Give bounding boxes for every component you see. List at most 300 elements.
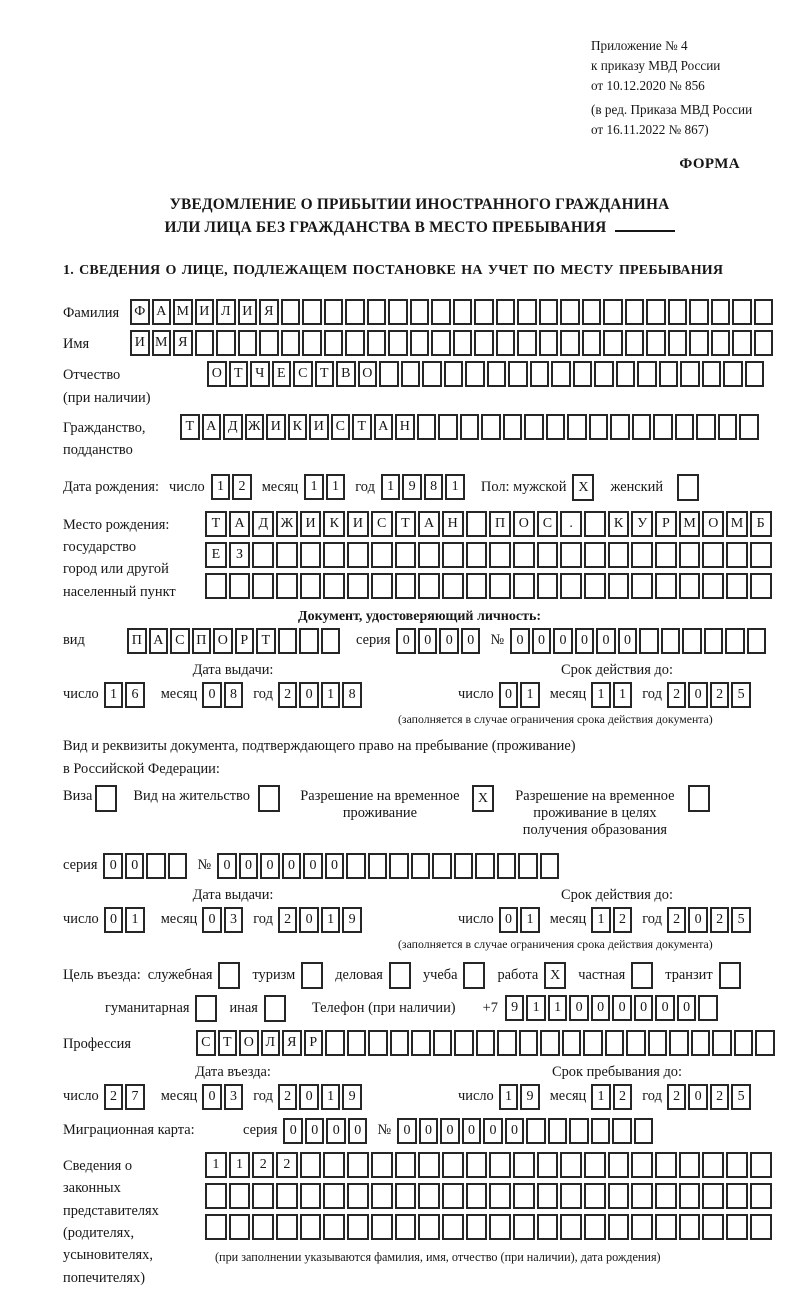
char-cell[interactable]: Ч <box>250 361 270 387</box>
char-cell[interactable]: 0 <box>418 628 438 654</box>
char-cell[interactable]: Ж <box>245 414 265 440</box>
char-cell[interactable]: 1 <box>591 682 611 708</box>
char-cell[interactable]: Т <box>315 361 335 387</box>
char-cell[interactable]: 3 <box>224 1084 244 1110</box>
char-cell[interactable] <box>442 1183 464 1209</box>
char-cell[interactable] <box>582 330 602 356</box>
char-cell[interactable] <box>346 853 366 879</box>
char-cell[interactable] <box>608 542 630 568</box>
char-cell[interactable]: 0 <box>591 995 611 1021</box>
char-cell[interactable] <box>675 414 695 440</box>
char-cell[interactable] <box>487 361 507 387</box>
char-cell[interactable]: М <box>173 299 193 325</box>
char-cell[interactable] <box>168 853 188 879</box>
char-cell[interactable]: 9 <box>342 907 362 933</box>
char-cell[interactable]: 0 <box>461 628 481 654</box>
char-cell[interactable] <box>466 1152 488 1178</box>
char-cell[interactable] <box>442 542 464 568</box>
char-cell[interactable]: Т <box>180 414 200 440</box>
char-cell[interactable] <box>603 299 623 325</box>
char-cell[interactable] <box>205 573 227 599</box>
char-cell[interactable]: 1 <box>321 1084 341 1110</box>
char-cell[interactable] <box>323 1183 345 1209</box>
char-cell[interactable] <box>195 330 215 356</box>
char-cell[interactable] <box>691 1030 711 1056</box>
char-cell[interactable]: З <box>229 542 251 568</box>
char-cell[interactable] <box>323 542 345 568</box>
char-cell[interactable] <box>345 299 365 325</box>
char-cell[interactable] <box>726 1214 748 1240</box>
char-cell[interactable] <box>608 1214 630 1240</box>
char-cell[interactable] <box>689 330 709 356</box>
char-cell[interactable] <box>205 1183 227 1209</box>
char-cell[interactable]: 2 <box>710 907 730 933</box>
char-cell[interactable]: 2 <box>613 1084 633 1110</box>
char-cell[interactable] <box>519 1030 539 1056</box>
char-cell[interactable]: 0 <box>688 682 708 708</box>
char-cell[interactable]: Р <box>235 628 255 654</box>
char-cell[interactable]: 0 <box>299 907 319 933</box>
checkbox-cell[interactable] <box>389 962 411 989</box>
char-cell[interactable]: С <box>371 511 393 537</box>
char-cell[interactable]: 9 <box>402 474 422 500</box>
char-cell[interactable] <box>518 853 538 879</box>
char-cell[interactable] <box>395 542 417 568</box>
char-cell[interactable]: У <box>631 511 653 537</box>
char-cell[interactable]: 1 <box>321 682 341 708</box>
char-cell[interactable]: Р <box>304 1030 324 1056</box>
char-cell[interactable]: Е <box>205 542 227 568</box>
char-cell[interactable]: 0 <box>202 682 222 708</box>
char-cell[interactable]: О <box>239 1030 259 1056</box>
char-cell[interactable]: 1 <box>520 907 540 933</box>
char-cell[interactable] <box>626 1030 646 1056</box>
char-cell[interactable]: 1 <box>548 995 568 1021</box>
char-cell[interactable]: А <box>202 414 222 440</box>
char-cell[interactable] <box>454 853 474 879</box>
char-cell[interactable]: Т <box>229 361 249 387</box>
char-cell[interactable]: . <box>560 511 582 537</box>
char-cell[interactable]: Б <box>750 511 772 537</box>
char-cell[interactable]: О <box>358 361 378 387</box>
char-cell[interactable] <box>474 299 494 325</box>
char-cell[interactable]: Я <box>259 299 279 325</box>
checkbox-cell[interactable] <box>264 995 286 1022</box>
char-cell[interactable] <box>560 1214 582 1240</box>
char-cell[interactable] <box>418 1183 440 1209</box>
char-cell[interactable] <box>302 330 322 356</box>
char-cell[interactable] <box>583 1030 603 1056</box>
char-cell[interactable] <box>631 1152 653 1178</box>
char-cell[interactable] <box>661 628 681 654</box>
char-cell[interactable] <box>438 414 458 440</box>
char-cell[interactable]: 0 <box>348 1118 368 1144</box>
char-cell[interactable] <box>646 299 666 325</box>
char-cell[interactable]: О <box>207 361 227 387</box>
char-cell[interactable]: 6 <box>125 682 145 708</box>
char-cell[interactable]: 9 <box>505 995 525 1021</box>
char-cell[interactable] <box>637 361 657 387</box>
char-cell[interactable] <box>323 1214 345 1240</box>
char-cell[interactable] <box>584 573 606 599</box>
char-cell[interactable]: И <box>130 330 150 356</box>
char-cell[interactable] <box>712 1030 732 1056</box>
char-cell[interactable]: 1 <box>499 1084 519 1110</box>
char-cell[interactable]: И <box>347 511 369 537</box>
char-cell[interactable] <box>679 1152 701 1178</box>
char-cell[interactable] <box>591 1118 611 1144</box>
char-cell[interactable]: И <box>309 414 329 440</box>
char-cell[interactable]: 0 <box>439 628 459 654</box>
char-cell[interactable] <box>679 542 701 568</box>
char-cell[interactable]: П <box>127 628 147 654</box>
char-cell[interactable] <box>216 330 236 356</box>
char-cell[interactable]: М <box>152 330 172 356</box>
char-cell[interactable] <box>530 361 550 387</box>
char-cell[interactable] <box>589 414 609 440</box>
char-cell[interactable] <box>698 995 718 1021</box>
char-cell[interactable] <box>605 1030 625 1056</box>
char-cell[interactable] <box>726 1183 748 1209</box>
char-cell[interactable] <box>300 573 322 599</box>
char-cell[interactable]: Т <box>352 414 372 440</box>
char-cell[interactable] <box>726 573 748 599</box>
checkbox-cell[interactable] <box>631 962 653 989</box>
char-cell[interactable] <box>388 299 408 325</box>
char-cell[interactable]: А <box>149 628 169 654</box>
char-cell[interactable]: 5 <box>731 907 751 933</box>
char-cell[interactable]: И <box>300 511 322 537</box>
char-cell[interactable] <box>418 542 440 568</box>
char-cell[interactable]: 0 <box>104 907 124 933</box>
char-cell[interactable] <box>711 330 731 356</box>
char-cell[interactable] <box>750 1183 772 1209</box>
char-cell[interactable] <box>513 1152 535 1178</box>
char-cell[interactable] <box>616 361 636 387</box>
char-cell[interactable]: А <box>374 414 394 440</box>
char-cell[interactable]: С <box>196 1030 216 1056</box>
char-cell[interactable]: 0 <box>677 995 697 1021</box>
char-cell[interactable] <box>229 573 251 599</box>
char-cell[interactable] <box>634 1118 654 1144</box>
char-cell[interactable] <box>389 853 409 879</box>
char-cell[interactable] <box>655 1152 677 1178</box>
char-cell[interactable] <box>513 542 535 568</box>
char-cell[interactable] <box>747 628 767 654</box>
char-cell[interactable]: 2 <box>278 1084 298 1110</box>
char-cell[interactable] <box>418 1152 440 1178</box>
char-cell[interactable]: 2 <box>278 907 298 933</box>
char-cell[interactable]: Е <box>272 361 292 387</box>
char-cell[interactable]: 1 <box>326 474 346 500</box>
char-cell[interactable]: Д <box>252 511 274 537</box>
char-cell[interactable]: 0 <box>596 628 616 654</box>
char-cell[interactable]: 5 <box>731 1084 751 1110</box>
char-cell[interactable]: Т <box>256 628 276 654</box>
char-cell[interactable] <box>417 414 437 440</box>
char-cell[interactable]: Д <box>223 414 243 440</box>
char-cell[interactable]: 0 <box>618 628 638 654</box>
char-cell[interactable]: 1 <box>591 1084 611 1110</box>
char-cell[interactable]: 0 <box>688 907 708 933</box>
char-cell[interactable]: 1 <box>591 907 611 933</box>
checkbox-cell[interactable] <box>218 962 240 989</box>
char-cell[interactable]: 3 <box>224 907 244 933</box>
char-cell[interactable]: С <box>170 628 190 654</box>
char-cell[interactable]: 0 <box>202 907 222 933</box>
char-cell[interactable]: 1 <box>520 682 540 708</box>
char-cell[interactable] <box>668 330 688 356</box>
char-cell[interactable] <box>367 330 387 356</box>
char-cell[interactable] <box>632 414 652 440</box>
char-cell[interactable]: К <box>323 511 345 537</box>
char-cell[interactable]: К <box>608 511 630 537</box>
char-cell[interactable] <box>388 330 408 356</box>
char-cell[interactable] <box>696 414 716 440</box>
char-cell[interactable] <box>371 1214 393 1240</box>
char-cell[interactable] <box>300 542 322 568</box>
char-cell[interactable] <box>631 1214 653 1240</box>
char-cell[interactable]: 2 <box>613 907 633 933</box>
char-cell[interactable] <box>679 1183 701 1209</box>
char-cell[interactable] <box>560 542 582 568</box>
char-cell[interactable] <box>702 1214 724 1240</box>
char-cell[interactable]: 0 <box>103 853 123 879</box>
char-cell[interactable]: 1 <box>381 474 401 500</box>
char-cell[interactable] <box>537 573 559 599</box>
char-cell[interactable]: 0 <box>325 853 345 879</box>
char-cell[interactable] <box>496 330 516 356</box>
char-cell[interactable] <box>582 299 602 325</box>
char-cell[interactable]: П <box>489 511 511 537</box>
char-cell[interactable] <box>702 361 722 387</box>
char-cell[interactable] <box>422 361 442 387</box>
char-cell[interactable] <box>754 330 774 356</box>
char-cell[interactable]: Т <box>218 1030 238 1056</box>
char-cell[interactable] <box>489 1183 511 1209</box>
char-cell[interactable] <box>276 573 298 599</box>
char-cell[interactable]: 0 <box>532 628 552 654</box>
char-cell[interactable]: Ж <box>276 511 298 537</box>
char-cell[interactable] <box>537 1152 559 1178</box>
char-cell[interactable]: О <box>213 628 233 654</box>
char-cell[interactable] <box>497 1030 517 1056</box>
char-cell[interactable] <box>474 330 494 356</box>
char-cell[interactable]: 0 <box>510 628 530 654</box>
char-cell[interactable]: 0 <box>217 853 237 879</box>
char-cell[interactable] <box>725 628 745 654</box>
char-cell[interactable]: К <box>288 414 308 440</box>
char-cell[interactable] <box>432 853 452 879</box>
char-cell[interactable] <box>489 1152 511 1178</box>
char-cell[interactable]: С <box>331 414 351 440</box>
char-cell[interactable] <box>278 628 298 654</box>
char-cell[interactable] <box>655 1214 677 1240</box>
char-cell[interactable]: 1 <box>211 474 231 500</box>
char-cell[interactable] <box>395 1214 417 1240</box>
char-cell[interactable] <box>347 1030 367 1056</box>
char-cell[interactable] <box>252 1214 274 1240</box>
char-cell[interactable]: С <box>537 511 559 537</box>
char-cell[interactable]: Я <box>173 330 193 356</box>
char-cell[interactable]: 0 <box>575 628 595 654</box>
char-cell[interactable] <box>442 573 464 599</box>
char-cell[interactable] <box>732 299 752 325</box>
char-cell[interactable]: 1 <box>229 1152 251 1178</box>
char-cell[interactable] <box>625 299 645 325</box>
char-cell[interactable] <box>229 1183 251 1209</box>
char-cell[interactable] <box>612 1118 632 1144</box>
char-cell[interactable] <box>517 330 537 356</box>
checkbox-cell[interactable]: X <box>472 785 494 812</box>
char-cell[interactable] <box>481 414 501 440</box>
char-cell[interactable] <box>594 361 614 387</box>
char-cell[interactable]: О <box>513 511 535 537</box>
char-cell[interactable]: 0 <box>688 1084 708 1110</box>
char-cell[interactable] <box>347 1214 369 1240</box>
char-cell[interactable] <box>560 299 580 325</box>
char-cell[interactable] <box>252 1183 274 1209</box>
char-cell[interactable]: 8 <box>224 682 244 708</box>
char-cell[interactable] <box>750 1214 772 1240</box>
char-cell[interactable] <box>323 573 345 599</box>
checkbox-cell[interactable] <box>719 962 741 989</box>
char-cell[interactable] <box>526 1118 546 1144</box>
char-cell[interactable] <box>475 853 495 879</box>
char-cell[interactable]: 0 <box>499 682 519 708</box>
char-cell[interactable]: 0 <box>239 853 259 879</box>
checkbox-cell[interactable] <box>258 785 280 812</box>
char-cell[interactable]: 0 <box>483 1118 503 1144</box>
char-cell[interactable]: 1 <box>304 474 324 500</box>
char-cell[interactable] <box>669 1030 689 1056</box>
char-cell[interactable] <box>659 361 679 387</box>
char-cell[interactable]: Л <box>261 1030 281 1056</box>
char-cell[interactable]: 7 <box>125 1084 145 1110</box>
char-cell[interactable]: 5 <box>731 682 751 708</box>
char-cell[interactable] <box>702 1183 724 1209</box>
char-cell[interactable]: С <box>293 361 313 387</box>
char-cell[interactable] <box>653 414 673 440</box>
char-cell[interactable] <box>680 361 700 387</box>
char-cell[interactable] <box>276 1214 298 1240</box>
char-cell[interactable] <box>300 1214 322 1240</box>
char-cell[interactable]: 0 <box>303 853 323 879</box>
char-cell[interactable] <box>513 1214 535 1240</box>
char-cell[interactable]: 0 <box>299 1084 319 1110</box>
char-cell[interactable] <box>410 299 430 325</box>
char-cell[interactable]: 0 <box>634 995 654 1021</box>
char-cell[interactable]: 0 <box>260 853 280 879</box>
char-cell[interactable] <box>299 628 319 654</box>
char-cell[interactable] <box>584 1152 606 1178</box>
char-cell[interactable]: Р <box>655 511 677 537</box>
char-cell[interactable] <box>739 414 759 440</box>
char-cell[interactable] <box>252 573 274 599</box>
char-cell[interactable] <box>300 1152 322 1178</box>
char-cell[interactable] <box>324 299 344 325</box>
char-cell[interactable]: И <box>195 299 215 325</box>
checkbox-cell[interactable] <box>195 995 217 1022</box>
char-cell[interactable] <box>395 573 417 599</box>
char-cell[interactable] <box>466 1214 488 1240</box>
char-cell[interactable] <box>537 1183 559 1209</box>
char-cell[interactable] <box>584 1214 606 1240</box>
char-cell[interactable] <box>444 361 464 387</box>
char-cell[interactable]: 0 <box>569 995 589 1021</box>
char-cell[interactable]: 1 <box>125 907 145 933</box>
char-cell[interactable]: М <box>726 511 748 537</box>
char-cell[interactable] <box>367 299 387 325</box>
char-cell[interactable] <box>648 1030 668 1056</box>
char-cell[interactable] <box>702 1152 724 1178</box>
char-cell[interactable]: 0 <box>282 853 302 879</box>
char-cell[interactable] <box>442 1214 464 1240</box>
char-cell[interactable] <box>259 330 279 356</box>
char-cell[interactable] <box>489 1214 511 1240</box>
char-cell[interactable] <box>584 511 606 537</box>
char-cell[interactable] <box>371 542 393 568</box>
char-cell[interactable] <box>608 573 630 599</box>
char-cell[interactable]: А <box>152 299 172 325</box>
char-cell[interactable]: 0 <box>125 853 145 879</box>
char-cell[interactable] <box>631 542 653 568</box>
char-cell[interactable]: 1 <box>205 1152 227 1178</box>
char-cell[interactable]: 2 <box>710 682 730 708</box>
char-cell[interactable] <box>503 414 523 440</box>
char-cell[interactable] <box>567 414 587 440</box>
char-cell[interactable]: А <box>229 511 251 537</box>
char-cell[interactable] <box>537 542 559 568</box>
char-cell[interactable] <box>702 573 724 599</box>
char-cell[interactable] <box>345 330 365 356</box>
char-cell[interactable] <box>603 330 623 356</box>
char-cell[interactable] <box>631 1183 653 1209</box>
char-cell[interactable] <box>539 299 559 325</box>
char-cell[interactable] <box>395 1152 417 1178</box>
char-cell[interactable] <box>497 853 517 879</box>
char-cell[interactable] <box>466 573 488 599</box>
char-cell[interactable] <box>401 361 421 387</box>
char-cell[interactable] <box>411 853 431 879</box>
char-cell[interactable] <box>466 511 488 537</box>
char-cell[interactable] <box>646 330 666 356</box>
char-cell[interactable]: 9 <box>520 1084 540 1110</box>
char-cell[interactable]: Н <box>395 414 415 440</box>
char-cell[interactable] <box>734 1030 754 1056</box>
char-cell[interactable]: Н <box>442 511 464 537</box>
char-cell[interactable]: 0 <box>612 995 632 1021</box>
char-cell[interactable]: И <box>238 299 258 325</box>
char-cell[interactable] <box>513 573 535 599</box>
char-cell[interactable]: 0 <box>283 1118 303 1144</box>
char-cell[interactable] <box>302 299 322 325</box>
char-cell[interactable] <box>754 299 774 325</box>
char-cell[interactable]: 8 <box>342 682 362 708</box>
char-cell[interactable] <box>560 573 582 599</box>
char-cell[interactable] <box>540 1030 560 1056</box>
char-cell[interactable] <box>631 573 653 599</box>
char-cell[interactable] <box>229 1214 251 1240</box>
char-cell[interactable] <box>513 1183 535 1209</box>
char-cell[interactable]: 1 <box>104 682 124 708</box>
char-cell[interactable]: О <box>702 511 724 537</box>
char-cell[interactable] <box>755 1030 775 1056</box>
char-cell[interactable] <box>750 573 772 599</box>
char-cell[interactable] <box>548 1118 568 1144</box>
char-cell[interactable]: 0 <box>505 1118 525 1144</box>
char-cell[interactable]: 2 <box>104 1084 124 1110</box>
